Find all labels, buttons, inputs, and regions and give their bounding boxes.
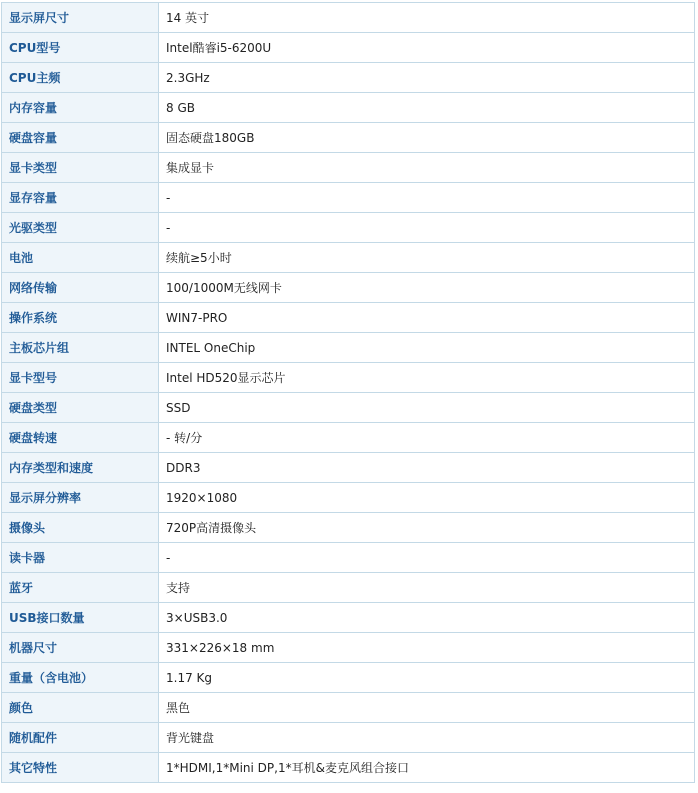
spec-label: 操作系统 (2, 303, 159, 333)
spec-value: WIN7-PRO (159, 303, 695, 333)
spec-row (2, 243, 695, 273)
spec-value: 3×USB3.0 (159, 603, 695, 633)
spec-row (2, 393, 695, 423)
spec-row (2, 723, 695, 753)
spec-row (2, 573, 695, 603)
spec-label: 硬盘类型 (2, 393, 159, 423)
spec-row (2, 213, 695, 243)
spec-row (2, 693, 695, 723)
spec-value: Intel酷睿i5-6200U (159, 33, 695, 63)
spec-row (2, 183, 695, 213)
spec-label: 内存容量 (2, 93, 159, 123)
spec-value: DDR3 (159, 453, 695, 483)
spec-label: 内存类型和速度 (2, 453, 159, 483)
spec-row (2, 303, 695, 333)
spec-value: 固态硬盘180GB (159, 123, 695, 153)
spec-label: 电池 (2, 243, 159, 273)
spec-row (2, 543, 695, 573)
spec-value: Intel HD520显示芯片 (159, 363, 695, 393)
spec-value: SSD (159, 393, 695, 423)
spec-label: 机器尺寸 (2, 633, 159, 663)
spec-value: INTEL OneChip (159, 333, 695, 363)
spec-label: 颜色 (2, 693, 159, 723)
spec-table (1, 2, 695, 783)
spec-row (2, 483, 695, 513)
spec-label: CPU型号 (2, 33, 159, 63)
spec-row (2, 633, 695, 663)
spec-row (2, 333, 695, 363)
spec-value: - (159, 543, 695, 573)
spec-row (2, 363, 695, 393)
spec-label: 显卡型号 (2, 363, 159, 393)
spec-label: 显卡类型 (2, 153, 159, 183)
spec-value: - (159, 213, 695, 243)
spec-label: USB接口数量 (2, 603, 159, 633)
spec-value: 1.17 Kg (159, 663, 695, 693)
spec-row (2, 453, 695, 483)
spec-label: 网络传输 (2, 273, 159, 303)
spec-row (2, 513, 695, 543)
spec-value: 8 GB (159, 93, 695, 123)
spec-value: - (159, 183, 695, 213)
spec-row (2, 93, 695, 123)
spec-label: 摄像头 (2, 513, 159, 543)
spec-value: 续航≥5小时 (159, 243, 695, 273)
spec-row (2, 423, 695, 453)
spec-label: 硬盘转速 (2, 423, 159, 453)
spec-row (2, 273, 695, 303)
spec-label: 其它特性 (2, 753, 159, 783)
spec-value: 100/1000M无线网卡 (159, 273, 695, 303)
spec-row (2, 603, 695, 633)
spec-label: 硬盘容量 (2, 123, 159, 153)
spec-value: 331×226×18 mm (159, 633, 695, 663)
spec-value: 黑色 (159, 693, 695, 723)
spec-row (2, 123, 695, 153)
spec-row (2, 663, 695, 693)
spec-label: 显示屏尺寸 (2, 3, 159, 33)
spec-value: 集成显卡 (159, 153, 695, 183)
spec-value: 1*HDMI,1*Mini DP,1*耳机&麦克风组合接口 (159, 753, 695, 783)
spec-label: CPU主频 (2, 63, 159, 93)
spec-label: 蓝牙 (2, 573, 159, 603)
spec-value: 720P高清摄像头 (159, 513, 695, 543)
spec-label: 主板芯片组 (2, 333, 159, 363)
spec-value: 背光键盘 (159, 723, 695, 753)
spec-value: 14 英寸 (159, 3, 695, 33)
spec-label: 显存容量 (2, 183, 159, 213)
spec-row (2, 63, 695, 93)
spec-value: 2.3GHz (159, 63, 695, 93)
spec-row (2, 753, 695, 783)
spec-label: 重量（含电池） (2, 663, 159, 693)
spec-label: 光驱类型 (2, 213, 159, 243)
spec-label: 显示屏分辨率 (2, 483, 159, 513)
spec-table-body (2, 3, 695, 783)
spec-row (2, 33, 695, 63)
spec-value: 支持 (159, 573, 695, 603)
spec-label: 读卡器 (2, 543, 159, 573)
spec-value: 1920×1080 (159, 483, 695, 513)
spec-row (2, 153, 695, 183)
spec-label: 随机配件 (2, 723, 159, 753)
spec-value: - 转/分 (159, 423, 695, 453)
spec-row (2, 3, 695, 33)
